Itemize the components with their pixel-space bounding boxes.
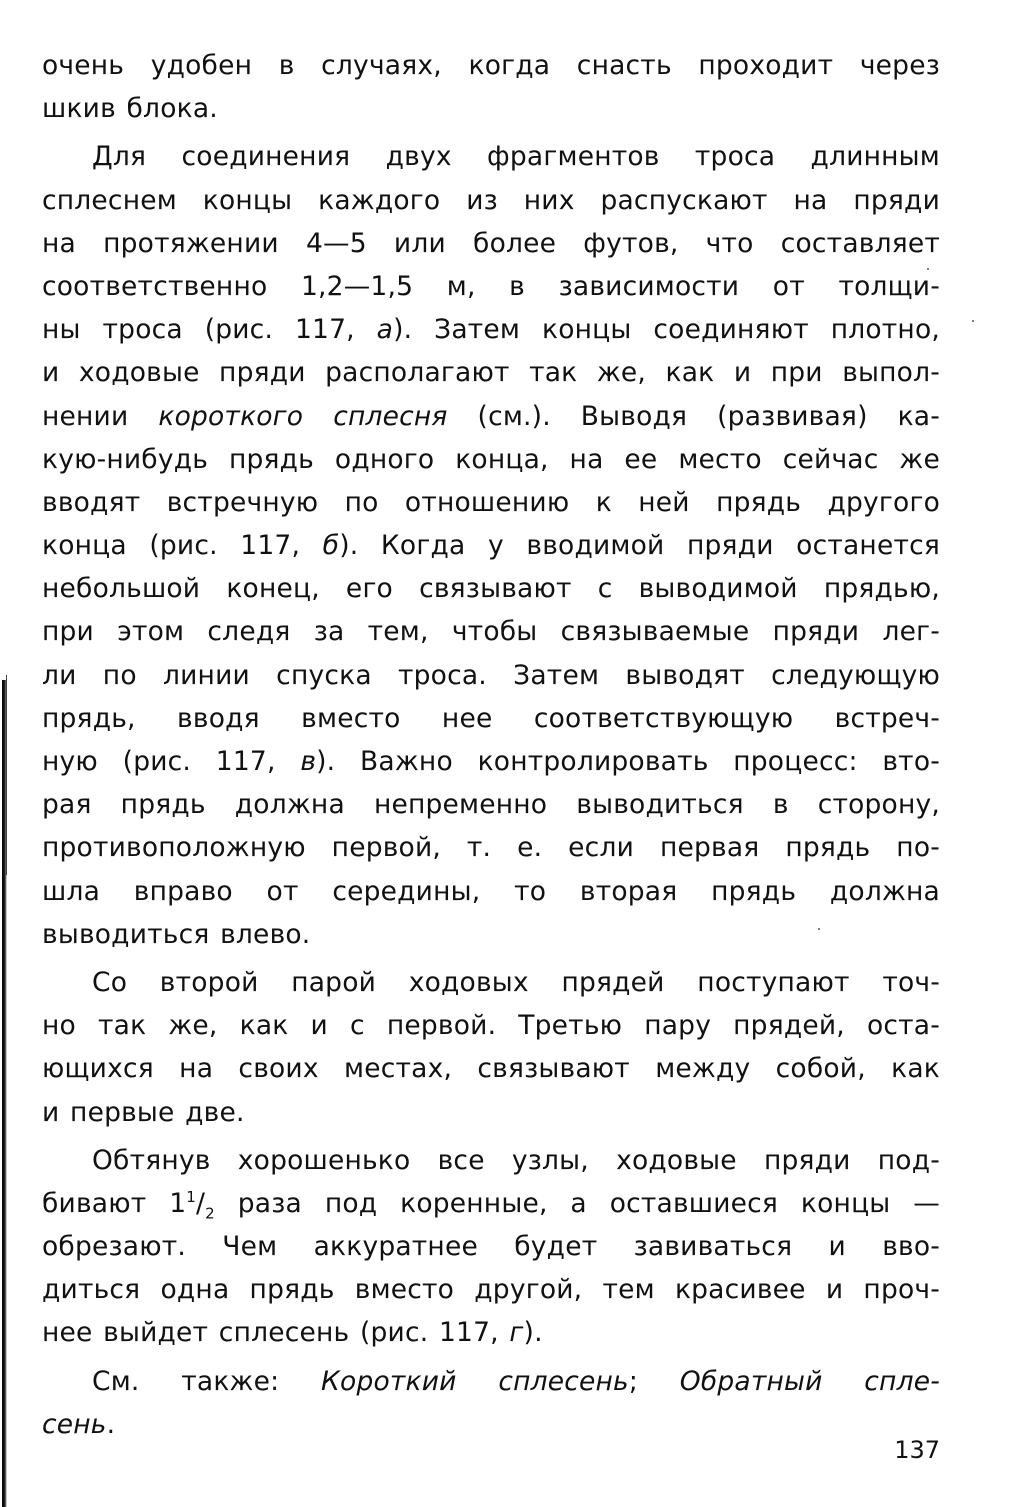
text-line: Со второй парой ходовых прядей поступают точ- bbox=[92, 966, 940, 998]
text-line: Для соединения двух фрагментов троса длинным bbox=[92, 141, 940, 173]
text-line: рая прядь должна непременно выводиться в сторону, bbox=[42, 789, 940, 821]
page-body bbox=[42, 44, 940, 1446]
figure-ref-v: в bbox=[300, 746, 317, 777]
text-line: шкив блока. bbox=[42, 93, 218, 125]
paragraph-2 bbox=[42, 135, 940, 956]
figure-ref-b: б bbox=[322, 530, 340, 562]
text-line: очень удобен в случаях, когда снасть проходит через bbox=[42, 50, 940, 81]
text-line: конца (рис. 117, б). Когда у вводимой пряди останется bbox=[42, 530, 940, 562]
text-line: небольшой конец, его связывают с выводимой прядью, bbox=[42, 573, 940, 605]
see-also-label: См. также: bbox=[92, 1365, 322, 1397]
paragraph-4 bbox=[42, 1139, 940, 1355]
see-also-paragraph bbox=[42, 1360, 940, 1446]
text-line: шла вправо от середины, то вторая прядь должна bbox=[42, 875, 940, 907]
text-line: выводиться влево. bbox=[42, 918, 311, 950]
text-line: но так же, как и с первой. Третью пару прядей, оста- bbox=[42, 1010, 940, 1042]
scan-binding-line bbox=[6, 675, 7, 875]
text-line: и ходовые пряди располагают так же, как и при выпол- bbox=[42, 357, 940, 389]
text-line: ную (рис. 117, в). Важно контролировать процесс: вто- bbox=[42, 746, 940, 777]
see-also-link-short-splice[interactable]: Короткий сплесень bbox=[321, 1365, 629, 1397]
text-line: ли по линии спуска троса. Затем выводят следующую bbox=[42, 659, 940, 691]
text-line: соответственно 1,2—1,5 м, в зависимости от толщи- bbox=[42, 270, 940, 302]
paragraph-1 bbox=[42, 44, 940, 130]
figure-ref-a: а bbox=[376, 314, 394, 346]
text-line: нении короткого сплесня (см.). Выводя (развивая) ка- bbox=[42, 400, 940, 432]
page-number: 137 bbox=[894, 1436, 940, 1464]
text-line: бивают $1^1/_2$ раза под коренные, а оставшиеся концы — bbox=[42, 1187, 940, 1223]
text-line: прядь, вводя вместо нее соответствующую встреч- bbox=[42, 702, 940, 734]
text-line: при этом следя за тем, чтобы связываемые пряди лег- bbox=[42, 616, 940, 648]
text-line: ны троса (рис. 117, а). Затем концы соединяют плотно, bbox=[42, 314, 940, 346]
text-line: обрезают. Чем аккуратнее будет завиваться и вво- bbox=[42, 1231, 940, 1263]
text-line: ющихся на своих местах, связывают между собой, как bbox=[42, 1053, 940, 1085]
text-line: на протяжении 4—5 или более футов, что составляет bbox=[42, 227, 940, 259]
text-line: сплеснем концы каждого из них распускают на пряди bbox=[42, 184, 940, 216]
see-also-link-back-splice[interactable]: Обратный спле- bbox=[679, 1365, 940, 1397]
text-line: кую-нибудь прядь одного конца, на ее место сейчас же bbox=[42, 443, 940, 475]
text-line: вводят встречную по отношению к ней прядь другого bbox=[42, 486, 940, 518]
text-line: и первые две. bbox=[42, 1096, 245, 1128]
figure-ref-g: г bbox=[509, 1317, 524, 1349]
text-line: сень. bbox=[42, 1408, 116, 1440]
see-also-link-back-splice-cont[interactable]: сень bbox=[42, 1408, 107, 1440]
text-line: Обтянув хорошенько все узлы, ходовые пряди под- bbox=[92, 1144, 940, 1176]
scan-speck bbox=[972, 320, 974, 322]
text-line: См. также: Короткий сплесень; Обратный спле- bbox=[92, 1365, 940, 1397]
cross-reference: короткого сплесня bbox=[158, 400, 448, 432]
text-line: противоположную первой, т. е. если первая прядь по- bbox=[42, 832, 940, 864]
text-line: диться одна прядь вместо другой, тем красивее и проч- bbox=[42, 1274, 940, 1306]
text-line: нее выйдет сплесень (рис. 117, г). bbox=[42, 1317, 543, 1349]
paragraph-3 bbox=[42, 961, 940, 1134]
